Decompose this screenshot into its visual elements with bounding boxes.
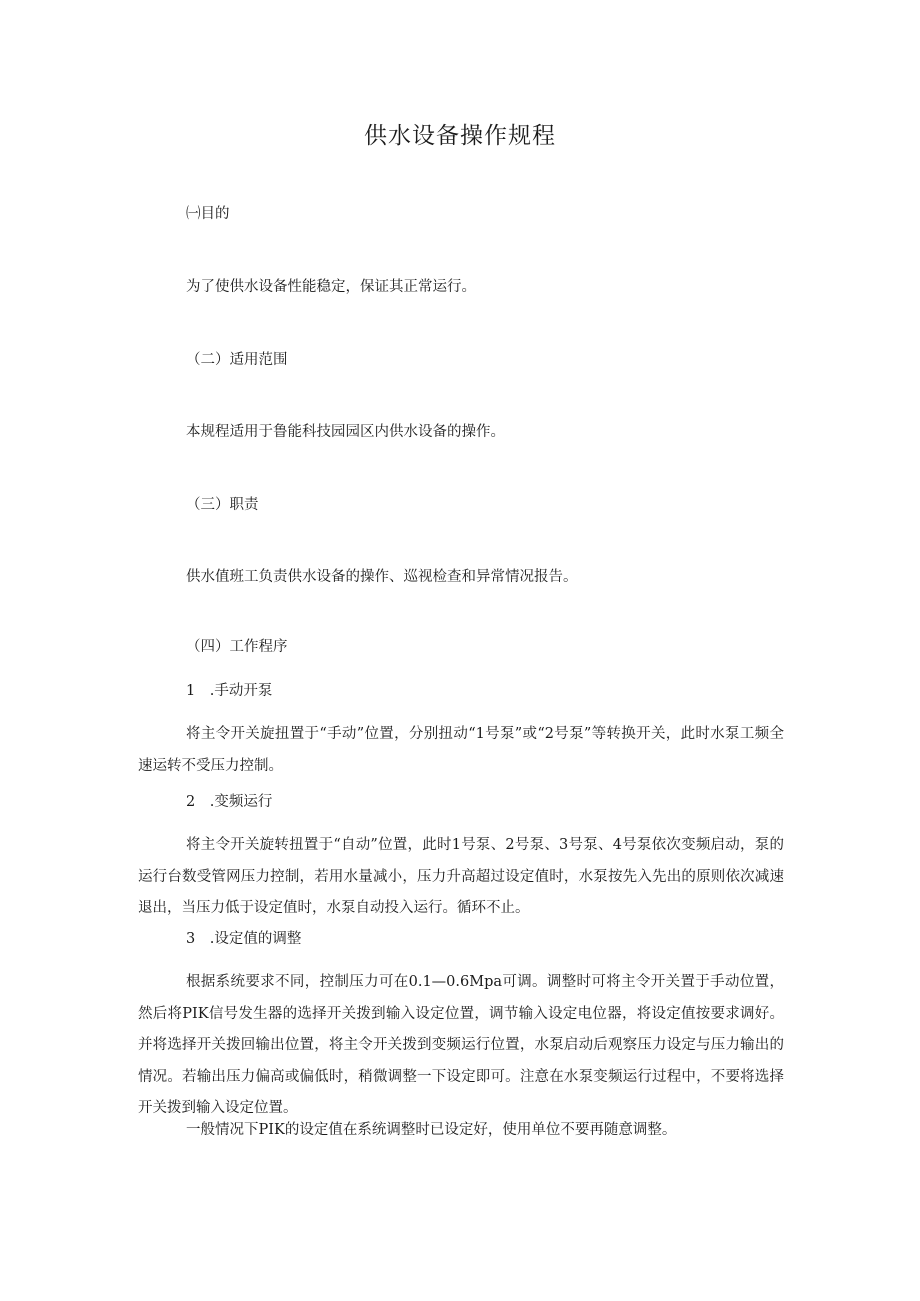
section-heading-purpose: ㈠目的	[186, 206, 230, 222]
step-body-vfd: 将主令开关旋转扭置于“自动”位置，此时1号泵、2号泵、3号泵、4号泵依次变频启动，泵的运行台数受管网压力控制，若用水量减小，压力升高超过设定值时，水泵按先入先出的原则依次减速退出，当压力低于设定值时，水泵自动投入运行。循环不止。	[138, 837, 784, 916]
section-heading-duties: （三）职责	[186, 497, 259, 513]
step-heading-setpoint: 3 .设定值的调整	[186, 931, 302, 947]
section-body-purpose: 为了使供水设备性能稳定，保证其正常运行。	[186, 279, 476, 295]
section-heading-procedure: （四）工作程序	[186, 639, 288, 655]
step-heading-vfd: 2 .变频运行	[186, 794, 273, 810]
step-heading-manual: 1 .手动开泵	[186, 683, 273, 699]
section-body-duties: 供水值班工负责供水设备的操作、巡视检查和异常情况报告。	[186, 569, 578, 585]
section-heading-scope: （二）适用范围	[186, 352, 288, 368]
closing-note: 一般情况下PIK的设定值在系统调整时已设定好，使用单位不要再随意调整。	[186, 1122, 677, 1138]
step-body-manual: 将主令开关旋扭置于“手动”位置，分别扭动“1号泵”或“2号泵”等转换开关，此时水泵工频全速运转不受压力控制。	[138, 726, 784, 774]
document-title: 供水设备操作规程	[364, 123, 556, 149]
step-body-setpoint: 根据系统要求不同，控制压力可在0.1—0.6Mpa可调。调整时可将主令开关置于手动位置，然后将PIK信号发生器的选择开关拨到输入设定位置，调节输入设定电位器，将设定值按要求调好。并将选择开关拨回输出位置，将主令开关拨到变频运行位置，水泵启动后观察压力设定与压力输出的情况。若输出压力偏高或偏低时，稍微调整一下设定即可。注意在水泵变频运行过程中，不要将选择开关拨到输入设定位置。	[138, 974, 784, 1116]
section-body-scope: 本规程适用于鲁能科技园园区内供水设备的操作。	[186, 424, 505, 440]
